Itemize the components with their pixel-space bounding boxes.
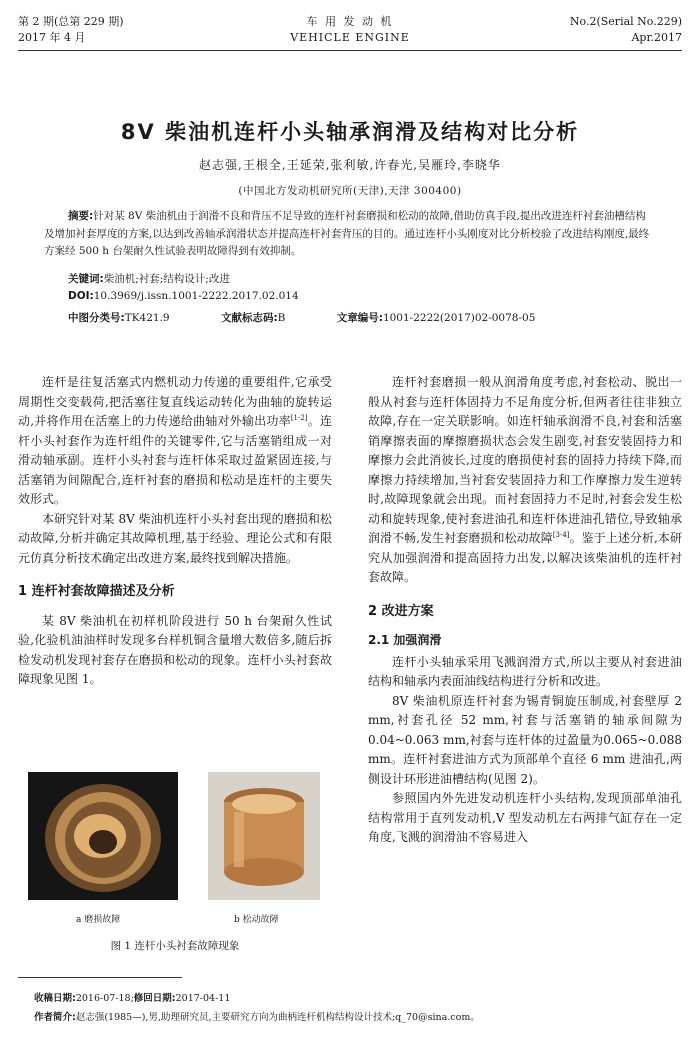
analysis-paragraph: 连杆衬套磨损一般从润滑角度考虑,衬套松动、脱出一般从衬套与连杆体固持力不足角度分析,但两者往往非独立故障,存在一定关联影响。如连杆轴承润滑不良,衬套和活塞销摩擦表面的摩擦磨损状态会发生剧变,衬套安装固持力和摩擦力会此消彼长,过度的磨损使衬套的固持力持续下降,而摩擦力持续增加,当衬套安装固持力和工作摩擦力发生逆转时,故障现象就会出现。而衬套固持力不足时,衬套会发生松动和旋转现象,使衬套进油孔和连杆体进油孔错位,导致轴承润滑不畅,发生衬套磨损和松动故障[3-4]。鉴于上述分析,本研究从加强润滑和提高固持力出发,以解决该柴油机的连杆衬套故障。	[368, 375, 682, 584]
bio-label: 作者简介:	[34, 1012, 76, 1023]
received-date: 2016-07-18	[75, 993, 131, 1004]
section-1-heading: 1 连杆衬套故障描述及分析	[18, 584, 175, 599]
page-header	[18, 14, 682, 48]
keywords-label: 关键词:	[68, 273, 104, 285]
citation-3-4: [3-4]	[552, 531, 570, 539]
author-list: 赵志强,王根全,王延荣,张利敏,许春光,吴雁玲,李晓华	[199, 158, 501, 172]
clc-value: TK421.9	[124, 312, 170, 324]
header-right	[570, 14, 682, 46]
footnote-bio	[34, 1009, 480, 1023]
figure-1-caption: 图 1 连杆小头衬套故障现象	[110, 940, 240, 952]
lubrication-paragraph-2: 8V 柴油机原连杆衬套为锡青铜旋压制成,衬套壁厚 2 mm,衬套孔径 52 mm,衬套与活塞销的轴承间隙为 0.04~0.063 mm,衬套与连杆体的过盈量为0.065~0.088 mm。连杆衬套进油方式为顶部单个直径 6 mm 进油孔,两侧设计环形进油槽结构(见图 2)。	[368, 693, 682, 786]
doi-text: 10.3969/j.issn.1001-2222.2017.02.014	[93, 290, 299, 302]
paper-title: 8V 柴油机连杆小头轴承润滑及结构对比分析	[120, 120, 580, 144]
subcaption-a: a 磨损故障	[76, 915, 121, 925]
revised-date: 2017-04-11	[175, 993, 231, 1004]
footnote-rule	[18, 977, 182, 978]
journal-name-en: VEHICLE ENGINE	[290, 31, 410, 44]
right-column	[368, 373, 682, 848]
classification-line	[68, 310, 583, 325]
section-1-paragraph: 某 8V 柴油机在初样机阶段进行 50 h 台架耐久性试验,化验机油油样时发现多台样机铜含量增大数倍多,随后拆检发动机发现衬套存在磨损和松动的现象。连杆小头衬套故障现象见图 1。	[18, 613, 332, 686]
doi-line	[68, 290, 299, 302]
intro-paragraph-1: 连杆是往复活塞式内燃机动力传递的重要组件,它承受周期性交变载荷,把活塞往复直线运动转化为曲轴的旋转运动,并将作用在活塞上的力传递给曲轴对外输出功率[1-2]。连杆小头衬套作为连杆组件的关键零件,它与活塞销组成一对滑动轴承副。连杆小头衬套与连杆体采取过盈紧固连接,与活塞销为间隙配合,连杆衬套的磨损和松动是连杆的主要失效形式。	[18, 375, 332, 506]
doc-code-value: B	[277, 312, 286, 324]
section-2-heading: 2 改进方案	[368, 603, 434, 619]
doc-code-label: 文献标志码:	[220, 312, 278, 324]
header-rule	[18, 50, 682, 51]
section-2-1-heading: 2.1 加强润滑	[368, 633, 442, 647]
affiliation: (中国北方发动机研究所(天津),天津 300400)	[238, 185, 462, 197]
intro-paragraph-2: 本研究针对某 8V 柴油机连杆小头衬套出现的磨损和松动故障,分析并确定其故障机理,基于经验、理论公式和有限元仿真分析技术确定出改进方案,最终找到解决措施。	[18, 511, 332, 565]
issue-number-en: No.2(Serial No.229)	[569, 15, 682, 28]
abstract-text: 针对某 8V 柴油机由于润滑不良和背压不足导致的连杆衬套磨损和松动的故障,借助仿真手段,提出改进连杆衬套油槽结构及增加衬套厚度的方案,以达到改善轴承润滑状态并提高连杆衬套背压的目的。通过连杆小头刚度对比分析校验了改进结构刚度,最终方案经 500 h 台架耐久性试验表明故障得到有效抑制。	[44, 210, 650, 257]
citation-1-2: [1-2]	[290, 414, 308, 422]
received-label: 收稿日期:	[34, 993, 76, 1004]
keywords-line	[68, 271, 230, 286]
loosening-fault-photo	[208, 772, 320, 900]
clc-label: 中图分类号:	[68, 312, 125, 324]
subcaption-b: b 松动故障	[234, 915, 279, 925]
abstract-label: 摘要:	[68, 210, 94, 222]
footnote-dates: 收稿日期:2016-07-18;修回日期:2017-04-11	[34, 993, 231, 1004]
issue-date-cn: 2017 年 4 月	[18, 31, 86, 44]
revised-label: 修回日期:	[133, 993, 176, 1004]
abstract-block	[44, 208, 656, 261]
left-column	[18, 373, 332, 690]
issue-number-cn: 第 2 期(总第 229 期)	[18, 15, 124, 28]
lubrication-paragraph-3: 参照国内外先进发动机连杆小头结构,发现顶部单油孔结构常用于直列发动机,V 型发动机左右两排气缸存在一定角度,飞溅的润滑油不容易进入	[368, 791, 682, 844]
wear-fault-photo	[28, 772, 178, 900]
doi-label: DOI:	[68, 290, 94, 302]
article-number-value: 1001-2222(2017)02-0078-05	[382, 312, 536, 324]
issue-date-en: Apr.2017	[631, 31, 682, 44]
figure-1	[18, 772, 332, 962]
lubrication-paragraph-1: 连杆小头轴承采用飞溅润滑方式,所以主要从衬套进油结构和轴承内表面油线结构进行分析和改进。	[368, 654, 682, 688]
journal-name-cn: 车 用 发 动 机	[306, 15, 394, 28]
bio-text: 赵志强(1985—),男,助理研究员,主要研究方向为曲柄连杆机构结构设计技术;q_70@sina.com。	[75, 1012, 480, 1023]
article-number-label: 文章编号:	[336, 312, 383, 324]
keywords-text: 柴油机;衬套;结构设计;改进	[103, 273, 230, 285]
